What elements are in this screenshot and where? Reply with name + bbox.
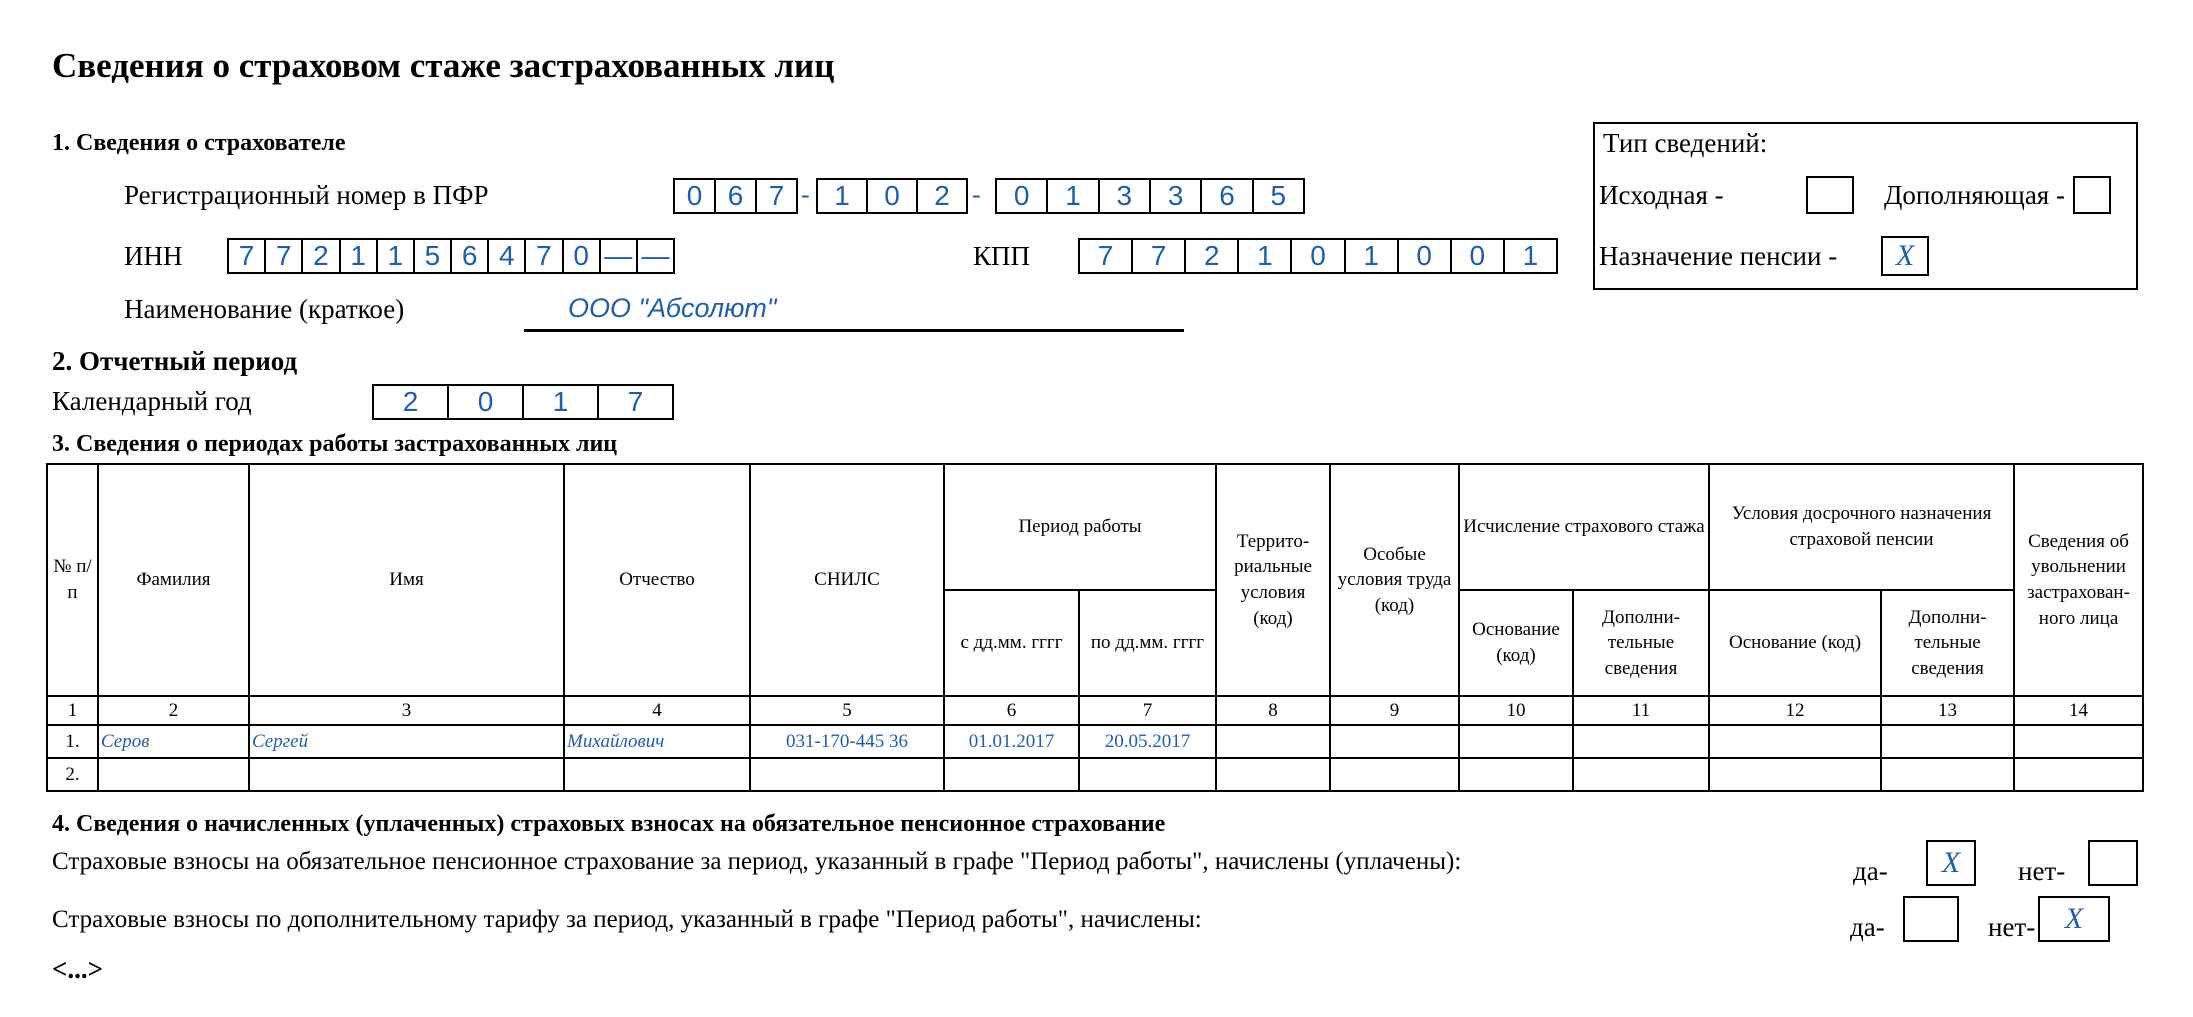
column-numbers-row: 1 2 3 4 5 6 7 8 9 10 11 12 13 14 xyxy=(47,696,2143,725)
header-early-extra: Дополни-тельные сведения xyxy=(1881,590,2014,696)
cell-patronymic[interactable]: Михайлович xyxy=(564,725,750,758)
header-dismissal: Сведения об увольнении застрахован-ного лица xyxy=(2014,464,2143,696)
year-label: Календарный год xyxy=(52,386,252,416)
page-title: Сведения о страховом стаже застрахованных лиц xyxy=(52,46,835,85)
supplement-checkbox[interactable] xyxy=(2073,176,2111,214)
header-period: Период работы xyxy=(944,464,1216,590)
line1-no-checkbox[interactable] xyxy=(2088,840,2138,886)
org-name-label: Наименование (краткое) xyxy=(124,294,405,324)
reg-separator: - xyxy=(801,180,810,209)
reg-separator: - xyxy=(972,180,981,209)
header-surname: Фамилия xyxy=(98,464,249,696)
pension-label: Назначение пенсии - xyxy=(1599,241,1838,271)
reg-number-part1[interactable]: 0 6 7 xyxy=(673,178,798,214)
contributions-line1: Страховые взносы на обязательное пенсионное страхование за период, указанный в графе "Период работы", начислены (уплачены): xyxy=(52,848,1462,875)
work-periods-table xyxy=(46,463,2144,792)
header-num: № п/п xyxy=(47,464,98,696)
section3-heading: 3. Сведения о периодах работы застрахованных лиц xyxy=(52,431,618,457)
cell-surname[interactable]: Серов xyxy=(98,725,249,758)
kpp-field[interactable]: 7 7 2 1 0 1 0 0 1 xyxy=(1078,238,1558,274)
header-early-basis: Основание (код) xyxy=(1709,590,1881,696)
header-territorial: Террито-риальные условия (код) xyxy=(1216,464,1330,696)
table-row: 1. Серов Сергей Михайлович 031-170-445 36 01.01.2017 20.05.2017 xyxy=(47,725,2143,758)
line2-no-checkbox[interactable]: X xyxy=(2038,896,2110,942)
line2-yes-checkbox[interactable] xyxy=(1903,896,1959,942)
header-snils: СНИЛС xyxy=(750,464,944,696)
table-row: 2. xyxy=(47,758,2143,791)
header-early: Условия досрочного назначения страховой пенсии xyxy=(1709,464,2014,590)
line1-yes-checkbox[interactable]: X xyxy=(1926,840,1976,886)
header-to: по дд.мм. гггг xyxy=(1079,590,1216,696)
cell-to[interactable]: 20.05.2017 xyxy=(1079,725,1216,758)
header-patronymic: Отчество xyxy=(564,464,750,696)
supplement-label: Дополняющая - xyxy=(1884,180,2065,210)
header-calc: Исчисление страхового стажа xyxy=(1459,464,1709,590)
header-special: Особые условия труда (код) xyxy=(1330,464,1459,696)
section1-heading: 1. Сведения о страхователе xyxy=(52,130,346,156)
line2-yes-label: да- xyxy=(1850,912,1885,942)
contributions-line2: Страховые взносы по дополнительному тарифу за период, указанный в графе "Период работы", начислены: xyxy=(52,906,1202,933)
org-name-field[interactable] xyxy=(524,293,1184,332)
header-first-name: Имя xyxy=(249,464,564,696)
year-field[interactable]: 2 0 1 7 xyxy=(372,384,674,420)
header-calc-extra: Дополни-тельные сведения xyxy=(1573,590,1709,696)
inn-field[interactable]: 7 7 2 1 1 5 6 4 7 0 — — xyxy=(227,238,675,274)
original-checkbox[interactable] xyxy=(1806,176,1854,214)
kpp-label: КПП xyxy=(973,241,1031,271)
cell-snils[interactable]: 031-170-445 36 xyxy=(750,725,944,758)
header-from: с дд.мм. гггг xyxy=(944,590,1079,696)
cell-from[interactable]: 01.01.2017 xyxy=(944,725,1079,758)
line1-no-label: нет- xyxy=(2018,856,2066,886)
info-type-box xyxy=(1593,122,2138,290)
info-type-heading: Тип сведений: xyxy=(1603,128,1768,158)
original-label: Исходная - xyxy=(1599,180,1724,210)
reg-number-part2[interactable]: 1 0 2 xyxy=(816,178,968,214)
ellipsis: <...> xyxy=(52,954,104,984)
reg-number-label: Регистрационный номер в ПФР xyxy=(124,180,489,210)
org-name-value: ООО "Абсолют" xyxy=(568,293,777,323)
line2-no-label: нет- xyxy=(1988,912,2036,942)
section4-heading: 4. Сведения о начисленных (уплаченных) страховых взносах на обязательное пенсионное страхование xyxy=(52,811,1166,837)
inn-label: ИНН xyxy=(124,241,183,271)
line1-yes-label: да- xyxy=(1853,856,1888,886)
section2-heading: 2. Отчетный период xyxy=(52,346,298,376)
header-calc-basis: Основание (код) xyxy=(1459,590,1573,696)
cell-first-name[interactable]: Сергей xyxy=(249,725,564,758)
reg-number-part3[interactable]: 0 1 3 3 6 5 xyxy=(995,178,1305,214)
pension-checkbox[interactable]: X xyxy=(1881,236,1929,276)
